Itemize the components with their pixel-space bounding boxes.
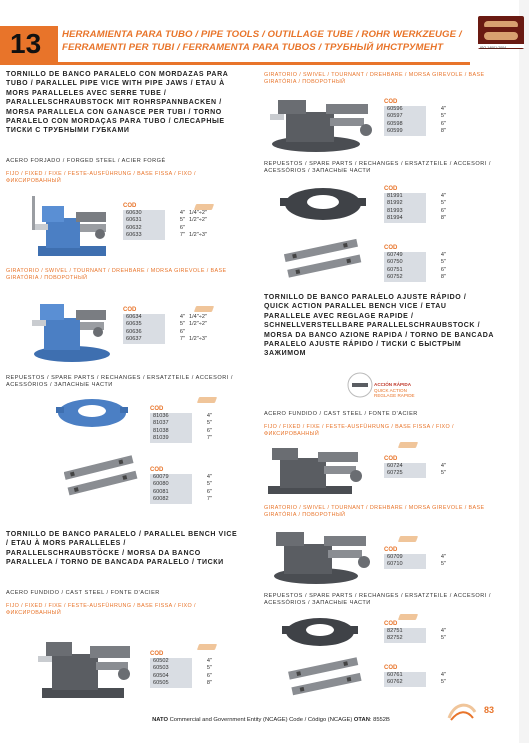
product-code: 81036 (150, 413, 192, 420)
table-row (384, 561, 446, 568)
table-row (123, 328, 185, 336)
size-value: 5" (194, 420, 212, 427)
quick-note-fr: REGLAGE RAPIDE (374, 393, 415, 399)
grey-swivel-vice-image (264, 92, 384, 154)
table-row (150, 413, 212, 420)
cod-header: COD (384, 547, 398, 553)
size-value: 4" (428, 672, 446, 679)
parallel-vice-title: TORNILLO DE BANCO PARALELO / PARALLEL BENCH VICE / ETAU À MORS PARALLELES / PARALLELSCHRAUBSTÖCKE / MORSA DA BANCO PARALLELA / TORNO DE BANCADA PARALELO / ТИСКИ (6, 531, 238, 567)
cod-header: COD (123, 203, 137, 209)
product-code: 82752 (384, 635, 426, 642)
jaw-plates-image (64, 455, 140, 499)
pipe-range: 1/2"÷3" (189, 232, 207, 239)
product-code: 60636 (123, 329, 165, 336)
size-value: 5" (167, 321, 185, 328)
cod-header: COD (384, 99, 398, 105)
table-row (123, 336, 207, 343)
product-code: 81039 (150, 435, 192, 442)
quick-note-en: QUICK ACTION (374, 387, 407, 393)
table-row (123, 232, 207, 239)
pipe-range: 1/4"÷2" (189, 314, 207, 320)
grey-fixed-vice-image (34, 628, 144, 708)
table-row (384, 215, 446, 222)
product-code: 60709 (384, 554, 426, 561)
cast-steel-label-1: ACERO FUNDIDO / CAST STEEL / FONTE D'ACIER (6, 590, 160, 596)
footer-brand: NATO (152, 717, 168, 723)
sale-tag (398, 536, 418, 542)
size-value: 4" (428, 106, 446, 113)
size-value: 6" (194, 428, 212, 435)
spare-parts-label-r2: REPUESTOS / SPARE PARTS / RECHANGES / ERSATZTEILE / ACCESORI / ACESSÓRIOS / ЗАПАСНЫЕ ЧАСТИ (264, 593, 491, 607)
size-value: 4" (428, 628, 446, 635)
size-value: 5" (428, 470, 446, 477)
product-code: 81038 (150, 428, 192, 435)
product-code: 60597 (384, 113, 426, 120)
blue-fixed-vice-image (28, 194, 118, 266)
product-code: 60637 (123, 336, 165, 343)
brand-swirl-logo (445, 700, 479, 724)
cod-header: COD (384, 186, 398, 192)
blue-swivel-vice-image (28, 290, 118, 366)
size-value: 8" (194, 680, 212, 687)
product-code: 60749 (384, 252, 426, 259)
product-code: 81037 (150, 420, 192, 427)
swivel-label-r1: GIRATORIO / SWIVEL / TOURNANT / DREHBARE / MORSA GIREVOLE / BASE GIRATÓRIA / ПОВОРОТНЫЙ (264, 72, 485, 86)
size-value: 7" (194, 435, 212, 442)
table-row (384, 128, 446, 135)
jaw-plates-image-right-2 (288, 656, 364, 698)
size-value: 4" (428, 193, 446, 200)
table-row (150, 672, 212, 680)
size-value: 6" (167, 329, 185, 336)
cod-header: COD (150, 406, 164, 412)
vice-parallel-title: TORNILLO DE BANCO PARALELO CON MORDAZAS PARA TUBO / PARALLEL PIPE VICE WITH PIPE JAWS / ETAU À MORS PARALLELES AVEC SERRE TUBE / PARALLELSCHRAUBSTOCK MIT ROHRSPANNBACKEN / MORSA PARALLELA CON GANASCE PER TUBI / TORNO PARALELO CON MORDAÇAS PARA TUBO / СЛЕСАРНЫЕ ТИСКИ С ТРУБНЫМИ ГУБКАМИ (6, 71, 229, 135)
size-value: 4" (194, 658, 212, 665)
size-value: 4" (167, 210, 185, 217)
table-row (384, 554, 446, 561)
size-value: 7" (167, 336, 185, 343)
iso-label-2: ISO 14001:2004 (480, 46, 507, 50)
size-value: 7" (194, 496, 212, 503)
spare-parts-label-1: REPUESTOS / SPARE PARTS / RECHANGES / ERSATZTEILE / ACCESORI / ACESSÓRIOS / ЗАПАСНЫЕ ЧАСТИ (6, 375, 233, 389)
size-value: 5" (428, 635, 446, 642)
product-code: 60505 (150, 680, 192, 687)
table-row (123, 217, 207, 224)
cod-header: COD (384, 621, 398, 627)
product-code: 60082 (150, 496, 192, 503)
cod-table-t4 (150, 466, 212, 504)
product-code: 60762 (384, 679, 426, 686)
cod-table-r6 (384, 620, 446, 643)
cod-header: COD (150, 467, 164, 473)
size-value: 4" (194, 413, 212, 420)
size-value: 4" (194, 474, 212, 481)
table-row (150, 680, 212, 687)
cod-header: COD (384, 456, 398, 462)
size-value: 5" (428, 679, 446, 686)
swivel-base-part-image (52, 393, 132, 433)
size-value: 7" (167, 232, 185, 239)
table-row (150, 665, 212, 672)
cod-table-t1 (123, 202, 207, 240)
footer-brand-2: OTAN (353, 717, 370, 723)
grey-quick-fixed-vice-image (262, 442, 372, 498)
table-row (150, 481, 212, 488)
cod-table-r3 (384, 244, 446, 282)
table-row (384, 200, 446, 207)
product-code: 60761 (384, 672, 426, 679)
size-value: 8" (428, 215, 446, 222)
table-row (384, 266, 446, 274)
product-code: 60634 (123, 314, 165, 321)
table-row (150, 427, 212, 435)
product-code: 60081 (150, 489, 192, 496)
cod-header: COD (150, 651, 164, 657)
sale-tag (197, 397, 217, 403)
product-code: 81992 (384, 200, 426, 207)
size-value: 8" (428, 128, 446, 135)
table-row (384, 635, 446, 642)
cod-table-r7 (384, 664, 446, 687)
product-code: 60080 (150, 481, 192, 488)
product-code: 60631 (123, 217, 165, 224)
product-code: 60502 (150, 658, 192, 665)
size-value: 5" (428, 561, 446, 568)
size-value: 5" (428, 259, 446, 266)
footer-ncage (106, 717, 436, 723)
page-number: 83 (484, 705, 495, 715)
size-value: 5" (428, 113, 446, 120)
grey-swivel-base-image (278, 180, 368, 226)
quick-action-handle-image (346, 372, 376, 398)
cod-table-r2 (384, 185, 446, 223)
pipe-range: 1/2"÷2" (189, 321, 207, 328)
cod-table-t2 (123, 306, 207, 344)
size-value: 5" (428, 200, 446, 207)
size-value: 4" (428, 463, 446, 470)
size-value: 6" (428, 267, 446, 274)
product-code: 60630 (123, 210, 165, 217)
table-row (384, 463, 446, 470)
title-line-1: HERRAMIENTA PARA TUBO / PIPE TOOLS / OUTILLAGE TUBE / ROHR WERKZEUGE / (62, 29, 462, 40)
chapter-number: 13 (0, 26, 58, 62)
table-row (384, 672, 446, 679)
sale-tag (197, 644, 217, 650)
size-value: 4" (167, 314, 185, 321)
fixed-label-1: FIJO / FIXED / FIXE / FESTE-AUSFÜHRUNG / BASE FISSA / FIXO / ФИКСИРОВАННЫЙ (6, 171, 196, 185)
table-row (384, 120, 446, 128)
fixed-label-r2: FIJO / FIXED / FIXE / FESTE-AUSFÜHRUNG / BASE FISSA / FIXO / ФИКСИРОВАННЫЙ (264, 424, 454, 438)
product-code: 60725 (384, 470, 426, 477)
product-code: 81993 (384, 208, 426, 215)
footer-code: : 8552B (369, 717, 390, 723)
table-row (384, 628, 446, 635)
sale-tag (194, 306, 214, 312)
cod-header: COD (384, 665, 398, 671)
cod-header: COD (123, 307, 137, 313)
quick-vice-title: TORNILLO DE BANCO PARALELO AJUSTE RÁPIDO / QUICK ACTION PARALLEL BENCH VICE / ETAU PARALLELE AVEC REGLAGE RAPIDE / SCHNELLVERSTELLBARE PARALLELSCHRAUBSTOCK / MORSA DA BANCO AZIONE RAPIDA / TORNO DE BANCADA PARALELO AJUSTE RÁPIDO / ТИСКИ С БЫСТРЫМ ЗАЖИМОМ (264, 294, 494, 358)
table-row (384, 193, 446, 200)
product-code: 60598 (384, 121, 426, 128)
size-value: 6" (428, 208, 446, 215)
table-row (123, 314, 207, 321)
product-code: 60750 (384, 259, 426, 266)
product-code: 60710 (384, 561, 426, 568)
product-code: 60599 (384, 128, 426, 135)
product-code: 60724 (384, 463, 426, 470)
title-line-2: FERRAMENTI PER TUBI / FERRAMENTA PARA TUBOS / ТРУБНЫЙ ИНСТРУМЕНТ (62, 42, 444, 53)
table-row (150, 488, 212, 496)
side-strip (519, 0, 529, 743)
cod-table-r1 (384, 98, 446, 136)
table-row (384, 274, 446, 281)
product-code: 60635 (123, 321, 165, 328)
swivel-label-1: GIRATORIO / SWIVEL / TOURNANT / DREHBARE / MORSA GIREVOLE / BASE GIRATÓRIA / ПОВОРОТНЫЙ (6, 268, 227, 282)
table-row (123, 224, 185, 232)
size-value: 8" (428, 274, 446, 281)
spare-parts-label-r1: REPUESTOS / SPARE PARTS / RECHANGES / ERSATZTEILE / ACCESORI / ACESSÓRIOS / ЗАПАСНЫЕ ЧАСТИ (264, 161, 491, 175)
table-row (123, 321, 207, 328)
product-code: 60633 (123, 232, 165, 239)
cast-steel-label-2: ACERO FUNDIDO / CAST STEEL / FONTE D'ACIER (264, 411, 418, 417)
size-value: 6" (194, 489, 212, 496)
sale-tag (398, 614, 418, 620)
table-row (384, 113, 446, 120)
quick-action-note (374, 382, 415, 399)
table-row (384, 106, 446, 113)
table-row (384, 207, 446, 215)
table-row (384, 252, 446, 259)
pipe-range: 1/2"÷2" (189, 217, 207, 224)
size-value: 5" (167, 217, 185, 224)
grey-swivel-base-image-2 (280, 610, 360, 652)
sale-tag (398, 442, 418, 448)
size-value: 4" (428, 252, 446, 259)
size-value: 5" (194, 665, 212, 672)
jaw-plates-image-right (284, 238, 364, 282)
header-rule (0, 62, 470, 65)
cod-header: COD (384, 245, 398, 251)
product-code: 60751 (384, 267, 426, 274)
table-row (123, 210, 207, 217)
table-row (384, 259, 446, 266)
product-code: 60596 (384, 106, 426, 113)
product-code: 81994 (384, 215, 426, 222)
table-row (150, 420, 212, 427)
product-code: 60079 (150, 474, 192, 481)
cod-table-t5 (150, 650, 212, 688)
product-code: 81991 (384, 193, 426, 200)
size-value: 6" (167, 225, 185, 232)
fixed-label-2: FIJO / FIXED / FIXE / FESTE-AUSFÜHRUNG / BASE FISSA / FIXO / ФИКСИРОВАННЫЙ (6, 603, 196, 617)
pipe-range: 1/2"÷3" (189, 336, 207, 343)
footer-text: Commercial and Government Entity (NCAGE) Code / Código (NCAGE) (168, 717, 354, 723)
table-row (384, 470, 446, 477)
product-code: 60503 (150, 665, 192, 672)
size-value: 6" (194, 673, 212, 680)
pipe-range: 1/4"÷2" (189, 210, 207, 216)
cod-table-r5 (384, 546, 446, 569)
size-value: 4" (428, 554, 446, 561)
cod-table-t3 (150, 405, 212, 443)
table-row (384, 679, 446, 686)
product-code: 60504 (150, 673, 192, 680)
certification-logos (478, 16, 524, 64)
table-row (150, 474, 212, 481)
table-row (150, 435, 212, 442)
swivel-label-r2: GIRATORIO / SWIVEL / TOURNANT / DREHBARE / MORSA GIREVOLE / BASE GIRATÓRIA / ПОВОРОТНЫЙ (264, 505, 485, 519)
forged-steel-label: ACERO FORJADO / FORGED STEEL / ACIER FORGÉ (6, 158, 166, 164)
table-row (150, 658, 212, 665)
size-value: 5" (194, 481, 212, 488)
size-value: 6" (428, 121, 446, 128)
product-code: 82751 (384, 628, 426, 635)
table-row (150, 496, 212, 503)
cod-table-r4 (384, 455, 446, 478)
product-code: 60632 (123, 225, 165, 232)
grey-quick-swivel-vice-image (264, 524, 380, 586)
page-title (62, 28, 480, 54)
quick-note-es: ACCIÓN RÁPIDA (374, 382, 412, 387)
product-code: 60752 (384, 274, 426, 281)
